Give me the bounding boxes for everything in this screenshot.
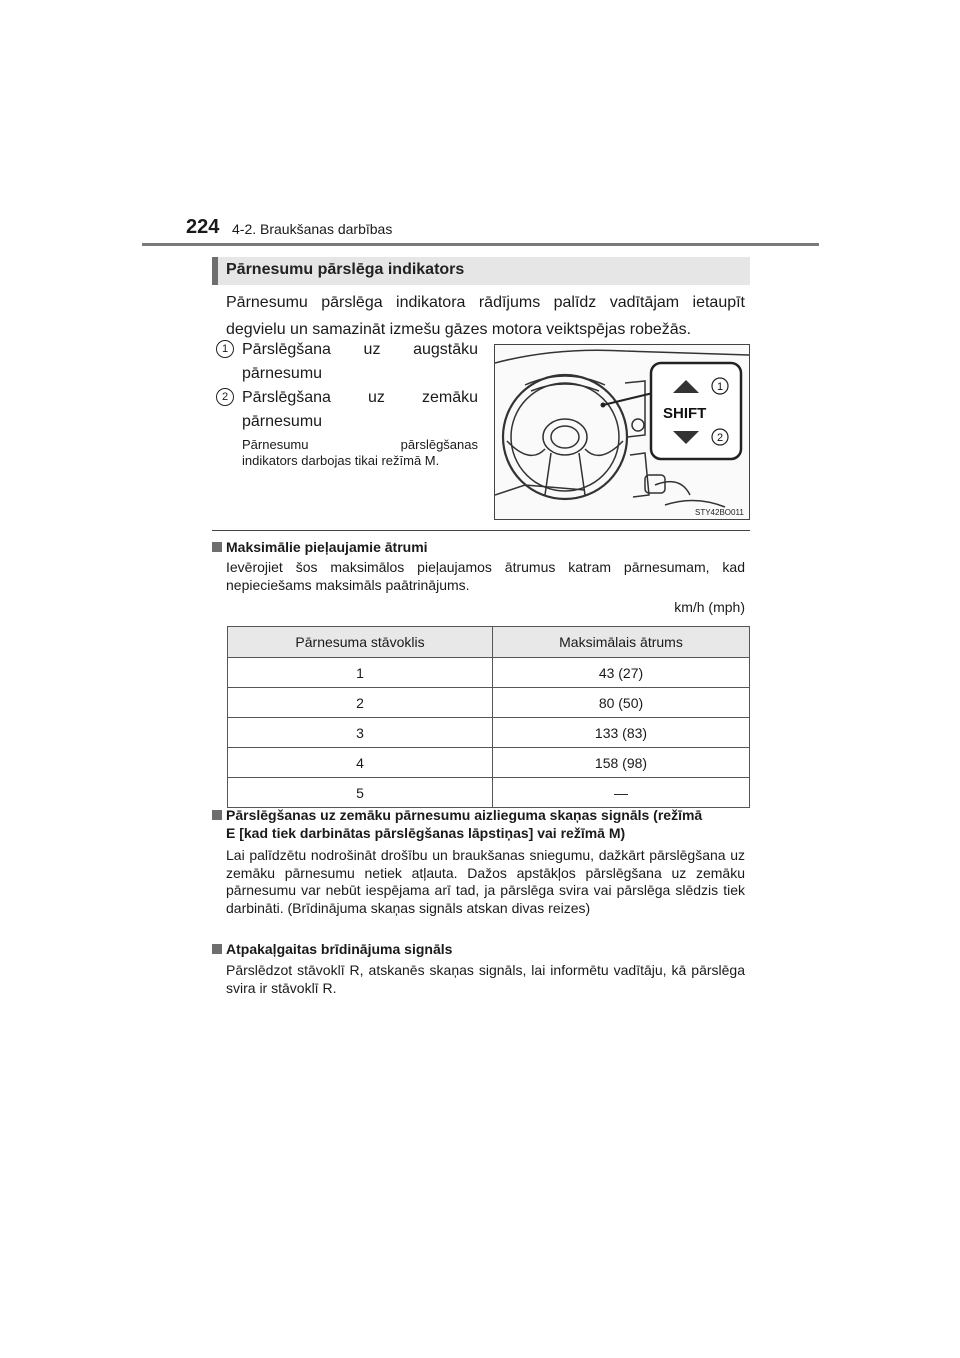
downshift-heading-line-1: Pārslēgšanas uz zemāku pārnesumu aizlieguma skaņas signāls (režīmā — [226, 807, 703, 823]
downshift-heading — [212, 806, 750, 842]
section-breadcrumb: 4-2. Braukšanas darbības — [232, 221, 393, 237]
speed-cell: 80 (50) — [493, 688, 750, 718]
note-word-2: pārslēgšanas — [400, 437, 478, 452]
dashboard-drawing — [495, 345, 749, 519]
section-accent — [212, 257, 218, 285]
downshift-text: Lai palīdzētu nodrošināt drošību un braukšanas sniegumu, dažkārt pārslēgšana uz zemāku pārnesumu netiek atļauta. Dažos apstākļos pārslēgšana uz zemāku pārnesumu var nebūt iespējama arī tad, ja pārslēga svira vai pārslēga slēdzis tiek darbināti. (Brīdinājuma skaņas signāls atskan divas reizes) — [226, 847, 745, 916]
max-speeds-heading-text: Maksimālie pieļaujamie ātrumi — [226, 539, 428, 555]
gear-cell: 1 — [228, 658, 493, 688]
reverse-heading-text: Atpakaļgaitas brīdinājuma signāls — [226, 941, 453, 957]
note-word-1: Pārnesumu — [242, 437, 309, 452]
bullet-square-icon — [212, 944, 222, 954]
table-row — [228, 688, 750, 718]
table-row — [228, 658, 750, 688]
max-speeds-heading — [212, 538, 428, 556]
speed-unit: km/h (mph) — [674, 599, 745, 615]
table-row — [228, 718, 750, 748]
column-header-gear: Pārnesuma stāvoklis — [228, 627, 493, 658]
header-divider — [142, 243, 819, 246]
speed-cell: 43 (27) — [493, 658, 750, 688]
gear-cell: 4 — [228, 748, 493, 778]
step-number-2: 2 — [216, 388, 234, 406]
max-speed-table — [227, 626, 750, 808]
step-number-1: 1 — [216, 340, 234, 358]
max-speeds-text: Ievērojiet šos maksimālos pieļaujamos ātrumus katram pārnesumam, kad nepieciešams maksimāls paātrinājums. — [226, 559, 745, 593]
section-title-bar — [212, 257, 750, 285]
downshift-heading-line-2: E [kad tiek darbinātas pārslēgšanas lāpstiņas] vai režīmā M) — [226, 825, 626, 841]
section-divider — [212, 530, 750, 531]
bullet-square-icon — [212, 810, 222, 820]
section-title: Pārnesumu pārslēga indikators — [226, 261, 465, 278]
intro-line-1: Pārnesumu pārslēga indikatora rādījums palīdz vadītājam ietaupīt — [226, 294, 745, 311]
step-1-line-2: pārnesumu — [242, 365, 323, 382]
gear-cell: 5 — [228, 778, 493, 808]
step-downshift — [216, 386, 478, 434]
bullet-square-icon — [212, 542, 222, 552]
page-number: 224 — [186, 216, 220, 238]
table-header-row — [228, 627, 750, 658]
step-1-line-1: Pārslēgšana uz augstāku — [242, 341, 478, 358]
table-row — [228, 778, 750, 808]
intro-paragraph — [226, 289, 745, 343]
gear-cell: 3 — [228, 718, 493, 748]
illustration-code: STY42BO011 — [695, 508, 744, 517]
table-row — [228, 748, 750, 778]
speed-cell: — — [493, 778, 750, 808]
note-line-2: indikators darbojas tikai režīmā M. — [242, 453, 440, 468]
shift-indicator-illustration — [494, 344, 750, 520]
step-2-line-1: Pārslēgšana uz zemāku — [242, 389, 478, 406]
gear-cell: 2 — [228, 688, 493, 718]
speed-cell: 158 (98) — [493, 748, 750, 778]
speed-cell: 133 (83) — [493, 718, 750, 748]
column-header-speed: Maksimālais ātrums — [493, 627, 750, 658]
intro-line-2: degvielu un samazināt izmešu gāzes motora veiktspējas robežās. — [226, 321, 692, 338]
step-2-line-2: pārnesumu — [242, 413, 323, 430]
callout-1: 1 — [716, 381, 724, 393]
mode-note — [242, 437, 478, 469]
reverse-text: Pārslēdzot stāvoklī R, atskanēs skaņas signāls, lai informētu vadītāju, kā pārslēga svira ir stāvoklī R. — [226, 962, 745, 996]
step-upshift — [216, 338, 478, 386]
shift-label: SHIFT — [663, 405, 707, 422]
reverse-heading — [212, 940, 452, 958]
callout-2: 2 — [716, 432, 724, 444]
